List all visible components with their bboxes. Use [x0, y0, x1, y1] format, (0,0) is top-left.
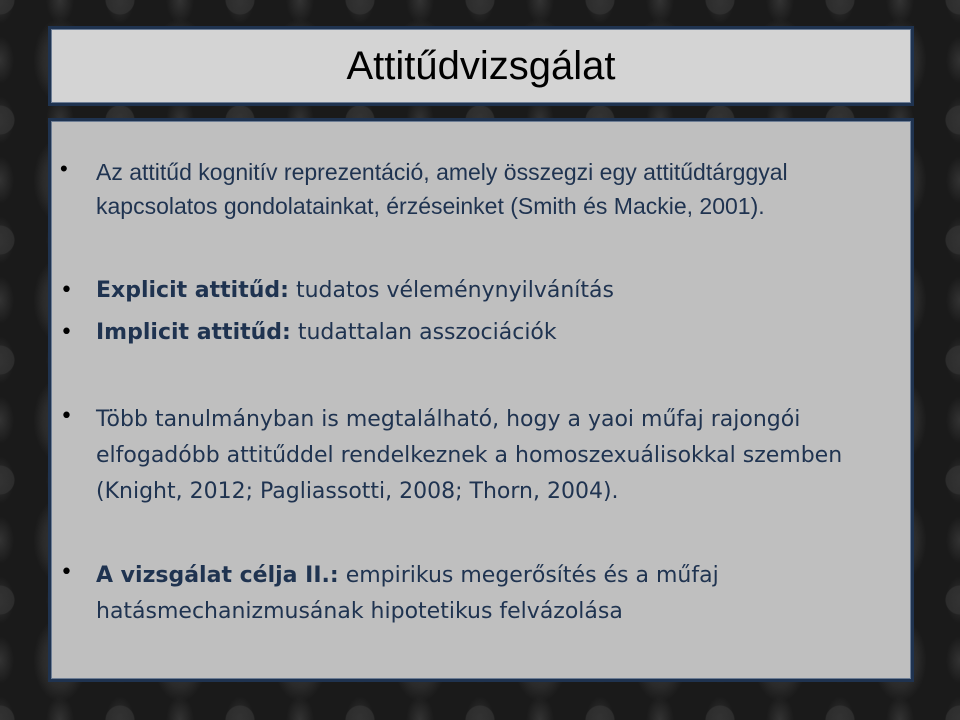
bullet-text: tudattalan asszociációk — [290, 320, 557, 345]
bullet-item-definition — [60, 154, 788, 222]
bullet-text-line: kapcsolatos gondolatainkat, érzéseinket (Smith és Mackie, 2001). — [96, 193, 765, 219]
bullet-item-implicit — [60, 318, 557, 348]
bullet-text-line: hatásmechanizmusának hipotetikus felvázolása — [96, 599, 623, 624]
bullet-icon: • — [60, 156, 68, 181]
bullet-icon: • — [60, 404, 73, 429]
bullet-bold-term: A vizsgálat célja II.: — [96, 563, 339, 588]
bullet-bold-term: Explicit attitűd: — [96, 278, 289, 303]
bullet-item-studies — [60, 402, 843, 510]
bullet-text: empirikus megerősítés és a műfaj — [338, 563, 719, 588]
bullet-bold-term: Implicit attitűd: — [96, 320, 291, 345]
bullet-icon: • — [60, 278, 73, 303]
bullet-item-aim — [60, 558, 719, 630]
bullet-text-line: elfogadóbb attitűddel rendelkeznek a homoszexuálisokkal szemben — [96, 443, 843, 468]
bullet-text: tudatos véleménynyilvánítás — [288, 278, 614, 303]
bullet-item-explicit — [60, 276, 614, 306]
slide-title: Attitűdvizsgálat — [346, 43, 616, 88]
title-panel — [48, 26, 914, 106]
bullet-text-line: Az attitűd kognitív reprezentáció, amely összegzi egy attitűdtárggyal — [96, 159, 788, 185]
bullet-text-line: (Knight, 2012; Pagliassotti, 2008; Thorn, 2004). — [96, 479, 619, 504]
bullet-icon: • — [60, 560, 73, 585]
bullet-text-line: Több tanulmányban is megtalálható, hogy a yaoi műfaj rajongói — [96, 407, 801, 432]
bullet-icon: • — [60, 320, 73, 345]
